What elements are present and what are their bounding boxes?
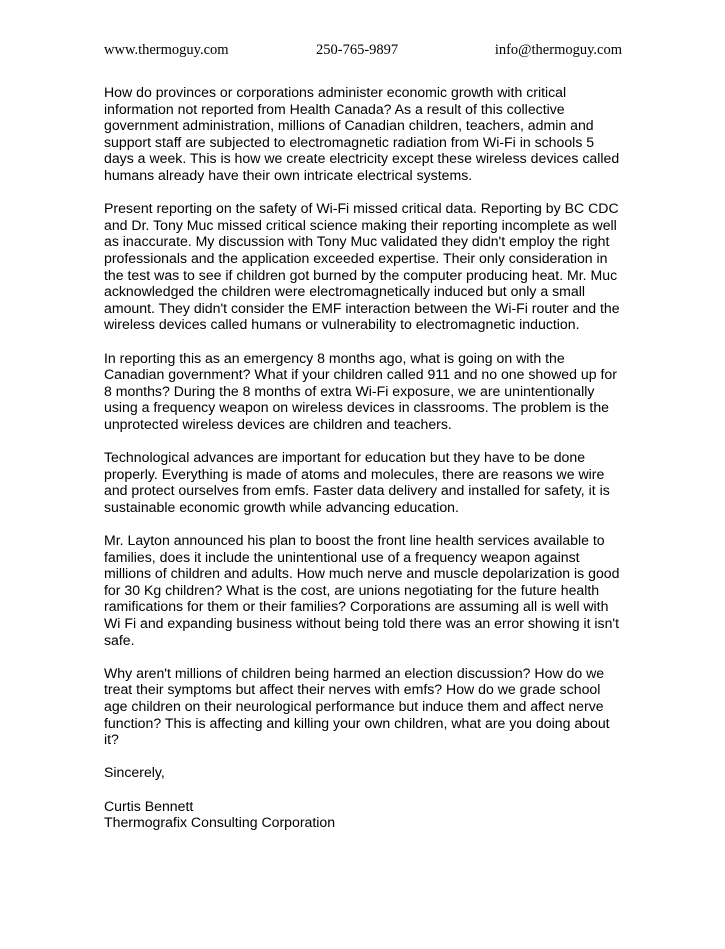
letterhead <box>104 40 622 60</box>
phone-text: 250-765-9897 <box>316 42 399 58</box>
email-text: info@thermoguy.com <box>494 42 622 58</box>
closing-salutation: Sincerely, <box>104 764 165 781</box>
website-text: www.thermoguy.com <box>104 42 229 58</box>
paragraph-2: Present reporting on the safety of Wi-Fi missed critical data. Reporting by BC CDC and Dr. Tony Muc missed critical science making their reporting incomplete as well as inaccurate. My discussion with Tony Muc validated they didn't employ the right professionals and the application exceeded expertise. Their only consideration in the test was to see if children got burned by the computer producing heat. Mr. Muc acknowledged the children were electromagnetically induced but only a small amount. They didn't consider the EMF interaction between the Wi-Fi router and the wireless devices called humans or vulnerability to electromagnetic induction. <box>104 200 620 333</box>
paragraph-1: How do provinces or corporations administer economic growth with critical information not reported from Health Canada? As a result of this collective government administration, millions of Canadian children, teachers, admin and support staff are subjected to electromagnetic radiation from Wi-Fi in schools 5 days a week. This is how we create electricity except these wireless devices called humans already have their own intricate electrical systems. <box>104 84 620 183</box>
paragraph-4: Technological advances are important for education but they have to be done properly. Everything is made of atoms and molecules, there are reasons we wire and protect ourselves from emfs. Faster data delivery and installed for safety, it is sustainable economic growth while advancing education. <box>104 449 610 515</box>
letter-body <box>104 84 626 831</box>
signature-block <box>104 798 626 831</box>
paragraph-3: In reporting this as an emergency 8 months ago, what is going on with the Canadian government? What if your children called 911 and no one showed up for 8 months? During the 8 months of extra Wi-Fi exposure, we are unintentionally using a frequency weapon on wireless devices in classrooms. The problem is the unprotected wireless devices are children and teachers. <box>104 349 617 432</box>
signature-company: Thermografix Consulting Corporation <box>104 814 336 831</box>
paragraph-6: Why aren't millions of children being harmed an election discussion? How do we treat their symptoms but affect their nerves with emfs? How do we grade school age children on their neurological performance but induce them and affect nerve function? This is affecting and killing your own children, what are you doing about it? <box>104 664 610 748</box>
paragraph-5: Mr. Layton announced his plan to boost the front line health services available to families, does it include the unintentional use of a frequency weapon against millions of children and adults. How much nerve and muscle depolarization is good for 30 Kg children? What is the cost, are unions negotiating for the future health ramifications for them or their families? Corporations are assuming all is well with Wi Fi and expanding business without being told there was an error showing it isn't safe. <box>104 532 620 648</box>
signature-name: Curtis Bennett <box>104 797 194 814</box>
